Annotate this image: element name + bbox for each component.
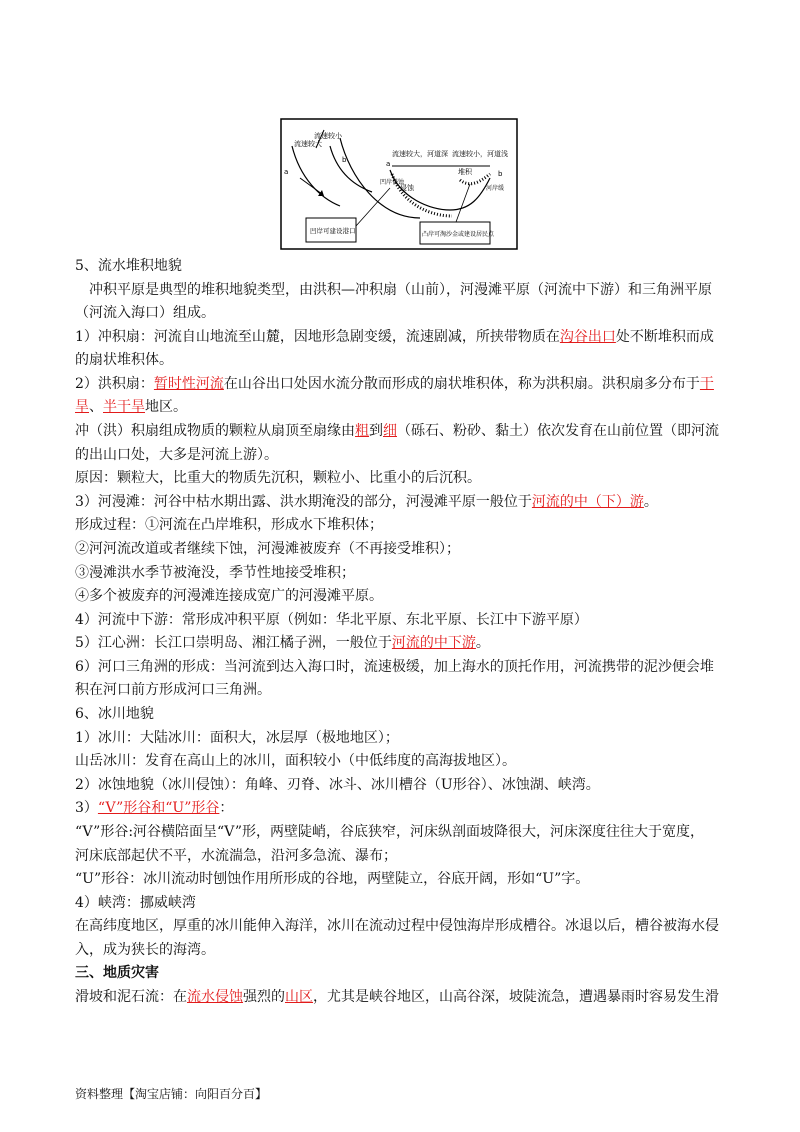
label-a1: a — [284, 168, 289, 176]
text-line — [75, 445, 735, 465]
text-line — [75, 633, 735, 653]
text-line — [75, 468, 735, 488]
text-line — [75, 563, 735, 583]
highlighted-term: 河流的中下游 — [391, 635, 476, 652]
text-line — [75, 280, 735, 300]
text-line — [75, 610, 735, 630]
highlighted-term: 干 — [699, 375, 714, 392]
text-span: 的扇状堆积体。 — [75, 352, 173, 369]
text-line — [75, 327, 735, 347]
text-line — [75, 963, 735, 983]
text-span: 地区。 — [145, 399, 187, 416]
text-span: 5、流水堆积地貌 — [75, 258, 182, 274]
text-span: 的出山口处，大多是河流上游）。 — [75, 446, 278, 463]
highlighted-term: “V”形谷和“U”形谷 — [97, 800, 220, 817]
highlighted-term: 暂时性河流 — [153, 375, 224, 392]
text-span: 强烈的 — [243, 988, 285, 1005]
text-span: 2）冰蚀地貌（冰川侵蚀）：角峰、刃脊、冰斗、冰川槽谷（U形谷）、冰蚀湖、峡湾。 — [75, 776, 600, 793]
text-line — [75, 798, 735, 818]
highlighted-term: 山区 — [285, 988, 313, 1005]
highlighted-term: 粗 — [355, 423, 369, 440]
text-line — [75, 539, 735, 559]
text-line — [75, 492, 735, 512]
label-b1: b — [342, 156, 347, 164]
river-bend-diagram — [280, 118, 518, 250]
text-line — [75, 916, 735, 936]
box-left-text: 凹岸可建设港口 — [310, 227, 356, 235]
text-span: 、 — [89, 399, 103, 416]
highlighted-term: 河流的中（下）游 — [531, 493, 644, 510]
text-span: 形成过程：①河流在凸岸堆积，形成水下堆积体； — [75, 517, 383, 534]
label-convex: 河岸缓 — [486, 185, 505, 192]
text-line — [75, 374, 735, 394]
text-line — [75, 728, 735, 748]
text-span: 4）河流中下游：常形成冲积平原（例如：华北平原、东北平原、长江中下游平原） — [75, 611, 588, 628]
label-deposit: 堆积 — [458, 168, 472, 176]
text-line — [75, 846, 735, 866]
text-span: “V”形谷:河谷横陪面呈“V”形，两壁陡峭，谷底狭窄，河床纵剖面坡降很大，河床深度往往大于宽度， — [75, 823, 704, 840]
highlighted-term: 细 — [383, 423, 397, 440]
text-span: 2）洪积扇： — [75, 375, 154, 392]
label-erosion: 侵蚀 — [400, 184, 414, 192]
text-line — [75, 893, 735, 913]
text-span: 山岳冰川：发育在高山上的冰川，面积较小（中低纬度的高海拔地区）。 — [75, 753, 516, 770]
text-span: “U”形谷：冰川流动时刨蚀作用所形成的谷地，两壁陡立，谷底开阔，形如“U”字。 — [75, 871, 590, 888]
text-span: 1）冲积扇：河流自山地流至山麓，因地形急剧变缓，流速剧减，所挟带物质在 — [75, 328, 560, 345]
text-span: （砾石、粉砂、黏土）依次发育在山前位置（即河流 — [397, 423, 719, 440]
text-span: ，尤其是峡谷地区，山高谷深，坡陡流急，遭遇暴雨时容易发生滑 — [313, 988, 719, 1005]
text-span: 。 — [643, 493, 658, 510]
river-bend-svg — [280, 118, 518, 250]
text-span: 3）河漫滩：河谷中枯水期出露、洪水期淹没的部分，河漫滩平原一般位于 — [75, 493, 532, 510]
text-span: 1）冰川：大陆冰川：面积大，冰层厚（极地地区）； — [75, 729, 399, 746]
text-line — [75, 397, 735, 417]
text-line — [75, 987, 735, 1007]
text-line — [75, 586, 735, 606]
text-span: 6、冰川地貌 — [75, 706, 154, 723]
text-span: ： — [219, 800, 234, 817]
label-b2: b — [498, 170, 503, 178]
text-span: 积在河口前方形成河口三角洲。 — [75, 682, 271, 699]
highlighted-term: 沟谷出口 — [559, 328, 616, 345]
text-span: 滑坡和泥石流：在 — [75, 988, 187, 1005]
text-span: 冲（洪）积扇组成物质的颗粒从扇顶至扇缘由 — [75, 423, 355, 440]
text-line — [75, 350, 735, 370]
text-line — [75, 775, 735, 795]
text-line — [75, 515, 735, 535]
text-span: 河床底部起伏不平，水流湍急，沿河多急流、瀑布； — [75, 847, 397, 864]
label-flow-small: 流速较小 — [314, 132, 342, 140]
text-span: 3） — [75, 800, 98, 817]
text-span: 到 — [369, 423, 383, 440]
text-line — [75, 869, 735, 889]
text-span: ④多个被废弃的河漫滩连接成宽广的河漫滩平原。 — [75, 588, 383, 605]
highlighted-term: 半干旱 — [103, 399, 145, 416]
text-line — [75, 421, 735, 441]
label-flow-large: 流速较大 — [294, 140, 322, 148]
text-line — [75, 657, 735, 677]
text-span: 6）河口三角洲的形成：当河流到达入海口时，流速极缓，加上海水的顶托作用，河流携带的泥沙便会堆 — [75, 658, 714, 675]
text-span: 原因：颗粒大，比重大的物质先沉积，颗粒小、比重小的后沉积。 — [75, 470, 481, 487]
footer-note: 资料整理【淘宝店铺：向阳百分百】 — [75, 1087, 268, 1101]
text-line — [75, 751, 735, 771]
text-line — [75, 940, 735, 960]
text-span: 在高纬度地区，厚重的冰川能伸入海洋，冰川在流动过程中侵蚀海岸形成槽谷。冰退以后，槽谷被海水侵 — [75, 918, 719, 935]
text-line — [75, 822, 735, 842]
text-span: 4）峡湾：挪威峡湾 — [75, 894, 196, 911]
highlighted-term: 流水侵蚀 — [187, 988, 243, 1005]
text-span: 处不断堆积而成 — [615, 328, 714, 345]
text-span: 在山谷出口处因水流分散而形成的扇状堆积体，称为洪积扇。洪积扇多分布于 — [223, 375, 700, 392]
label-deep: 流速较大，河道深 — [392, 150, 448, 158]
text-line — [75, 303, 735, 323]
text-span: 冲积平原是典型的堆积地貌类型，由洪积—冲积扇（山前），河漫滩平原（河流中下游）和三角洲平原 — [75, 281, 712, 298]
text-span: ③漫滩洪水季节被淹没，季节性地接受堆积； — [75, 564, 355, 581]
label-a2: a — [386, 160, 391, 168]
text-span: ②河河流改道或者继续下蚀，河漫滩被废弃（不再接受堆积）； — [75, 540, 460, 557]
text-line — [75, 704, 735, 724]
text-line — [75, 256, 735, 276]
text-span: （河流入海口）组成。 — [75, 305, 215, 322]
text-span: 三、地质灾害 — [75, 965, 159, 982]
text-span: 入，成为狭长的海湾。 — [75, 941, 215, 958]
text-span: 5）江心洲：长江口崇明岛、湘江橘子洲，一般位于 — [75, 635, 392, 652]
box-right-text: 凸岸可淘沙金或建设居民点 — [422, 231, 495, 238]
text-span: 。 — [475, 635, 490, 652]
highlighted-term: 旱 — [75, 399, 89, 416]
label-concave: 凹岸侵蚀 — [380, 179, 405, 186]
label-shallow: 流速较小，河道浅 — [452, 150, 508, 158]
text-line — [75, 680, 735, 700]
